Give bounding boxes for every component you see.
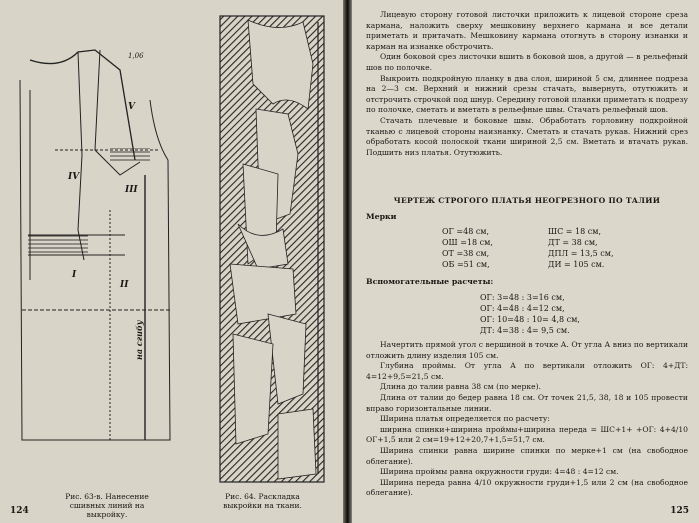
page-number-left: 124 (10, 506, 29, 516)
paragraph: ширина спинки+ширина проймы+ширина переда = ШС+1+ +ОГ: 4+4/10 ОГ+1,5 или 2 см=19+12+20,7+1,5=51,7 см. (366, 424, 688, 445)
page-number-right: 125 (670, 506, 689, 516)
paragraph: Длина до талии равна 38 см (по мерке). (380, 382, 542, 392)
fig64-caption: Рис. 64. Раскладка выкройки на ткани. (223, 492, 302, 510)
paragraph: Лицевую сторону готовой листочки приложить к лицевой стороне среза кармана, наложить сверху мешковину верхнего кармана и все детали приметать и притачать. Мешковину кармана отогнуть в сторону изнанки и карман на изнанке обстрочить. (366, 10, 688, 51)
left-page (0, 0, 343, 523)
fig63-caption: Рис. 63-в. Нанесение сшивных линий на выкройку. (65, 492, 149, 519)
paragraph: Длина от талии до бедер равна 18 см. От точек 21,5, 38, 18 и 105 провести вправо горизонтальные линии. (366, 392, 688, 413)
pattern-mark-106: 1,06 (128, 52, 144, 60)
calculation: ДТ: 4=38 : 4= 9,5 см. (480, 326, 570, 335)
measurement: ДТ = 38 см, (548, 238, 598, 247)
roman-mark-ii: II (120, 280, 129, 290)
calculations (480, 292, 580, 336)
measurement: ДИ = 105 см. (548, 260, 605, 269)
roman-mark-v: V (128, 102, 135, 112)
pattern-drawing-fig63 (0, 30, 200, 470)
roman-mark-iii: III (125, 185, 138, 195)
measurement: ДПЛ = 13,5 см, (548, 249, 614, 258)
roman-mark-i: I (72, 270, 77, 280)
fold-label: на сгибу (134, 320, 144, 360)
paragraph: Глубина проймы. От угла А по вертикали отложить ОГ: 4+ДТ: 4=12+9,5=21,5 см. (366, 361, 688, 381)
drafting-text (366, 340, 688, 499)
roman-mark-iv: IV (68, 172, 80, 182)
paragraph: Ширина проймы равна окружности груди: 4=48 : 4=12 см. (380, 467, 619, 477)
measurement: ОГ =48 см, (442, 227, 490, 236)
measurement: ОТ =38 см, (442, 249, 490, 258)
calculation: ОГ: 10=48 : 10= 4,8 см, (480, 315, 580, 324)
measurements-heading: Мерки (366, 212, 397, 221)
measurement: ОШ =18 см, (442, 238, 493, 247)
paragraph: Выкроить подкройную планку в два слоя, шириной 5 см, длиннее подреза на 2—3 см. Верхний и нижний срезы стачать, вывернуть, отутюжить и отстрочить строчкой под шнур. Середину готовой планки приметать к подрезу по полочке, сметать и вметать в рельефные швы. Стачать рельефный шов. (366, 73, 688, 115)
layout-drawing-fig64 (218, 14, 328, 484)
paragraph: Один боковой срез листочки вшить в боковой шов, а другой — в рельефный шов по полочке. (366, 52, 688, 72)
paragraph: Ширина переда равна 4/10 окружности груди+1,5 или 2 см (на свободное облегание). (366, 477, 688, 498)
calc-heading: Вспомогательные расчеты: (366, 277, 494, 286)
intro-text (366, 10, 688, 158)
measurement: ОБ =51 см, (442, 260, 490, 269)
paragraph: Ширина спинки равна ширине спинки по мерке+1 см (на свободное облегание). (366, 445, 688, 466)
paragraph: Начертить прямой угол с вершиной в точке А. От угла А вниз по вертикали отложить длину изделия 105 см. (366, 340, 688, 360)
measurement: ШС = 18 см, (548, 227, 602, 236)
right-page (352, 0, 699, 523)
paragraph: Стачать плечевые и боковые швы. Обработать горловину подкройной тканью с лицевой стороны наизнанку. Сметать и стачать рукав. Нижний срез обработать косой полоской ткани шириной 2,5 см. Вметать и втачать рукав. Подшить низ платья. Отутюжить. (366, 115, 688, 157)
paragraph: Ширина платья определяется по расчету: (380, 414, 550, 424)
section-title: ЧЕРТЕЖ СТРОГОГО ПЛАТЬЯ НЕОГРЕЗНОГО ПО ТАЛИИ (393, 196, 661, 205)
book-gutter (343, 0, 352, 523)
calculation: ОГ: 3=48 : 3=16 см, (480, 293, 565, 302)
calculation: ОГ: 4=48 : 4=12 см, (480, 304, 565, 313)
measurements-right (548, 226, 614, 270)
measurements-left (442, 226, 493, 270)
